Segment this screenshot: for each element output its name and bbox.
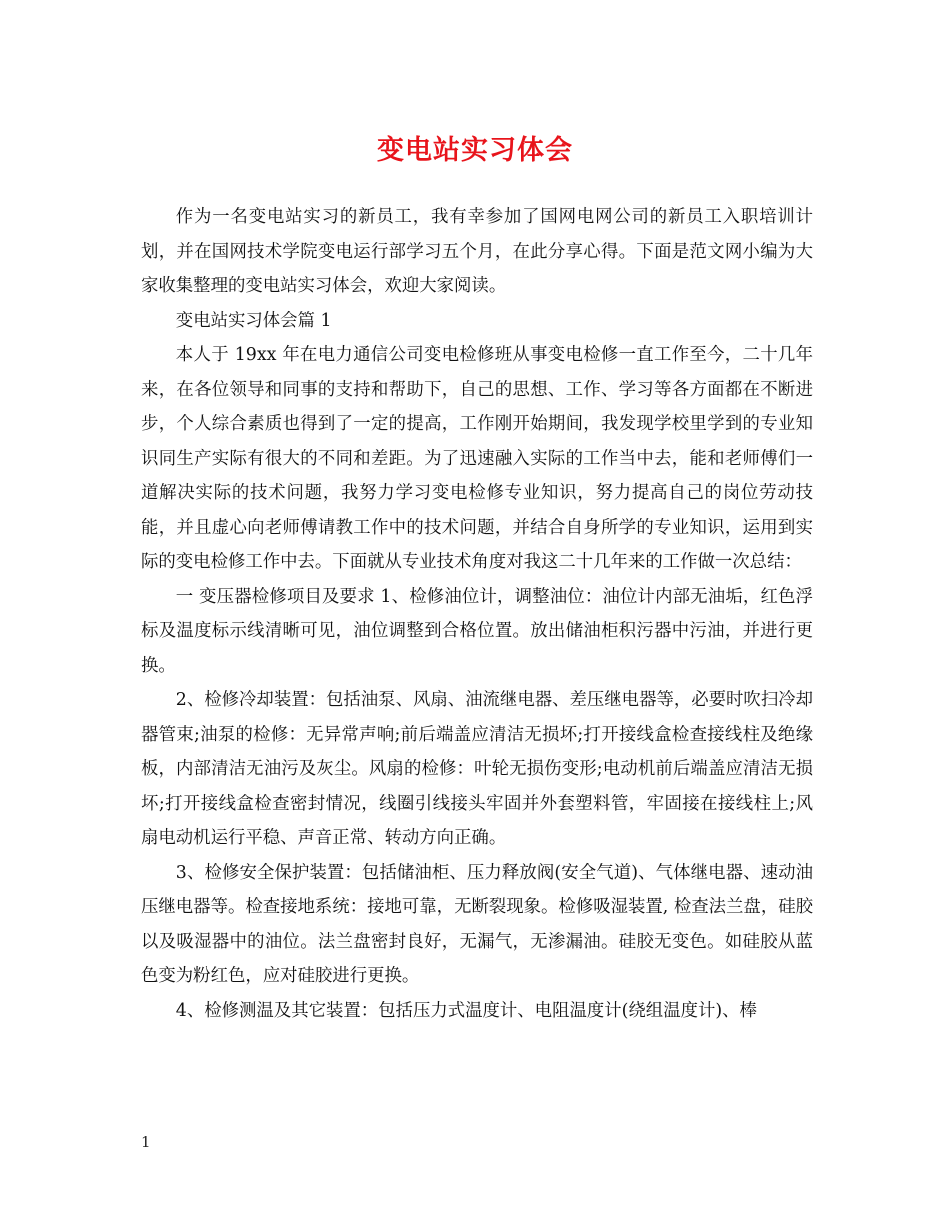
paragraph-item-4: 4、检修测温及其它装置：包括压力式温度计、电阻温度计(绕组温度计)、棒 bbox=[175, 1000, 757, 1021]
section-heading: 变电站实习体会篇 1 bbox=[175, 310, 332, 331]
document-title: 变电站实习体会 bbox=[377, 135, 573, 166]
paragraph-summary: 本人于 19xx 年在电力通信公司变电检修班从事变电检修一直工作至今，二十几年来，在各位领导和同事的支持和帮助下，自己的思想、工作、学习等各方面都在不断进步，个人综合素质也得到了一定的提高，工作刚开始期间，我发现学校里学到的专业知识同生产实际有很大的不同和差距。为了迅速融入实际的工作当中去，能和老师傅们一道解决实际的技术问题，我努力学习变电检修专业知识，努力提高自己的岗位劳动技能，并且虚心向老师傅请教工作中的技术问题，并结合自身所学的专业知识，运用到实际的变电检修工作中去。下面就从专业技术角度对我这二十几年来的工作做一次总结： bbox=[141, 345, 813, 572]
paragraph-item-3: 3、检修安全保护装置：包括储油柜、压力释放阀(安全气道)、气体继电器、速动油压继电器等。检查接地系统：接地可靠，无断裂现象。检修吸湿装置, 检查法兰盘，硅胶以及吸湿器中的油位。法兰盘密封良好，无漏气，无渗漏油。硅胶无变色。如硅胶从蓝色变为粉红色，应对硅胶进行更换。 bbox=[141, 862, 813, 986]
page-number: 1 bbox=[141, 1133, 151, 1151]
paragraph-item-1: 一 变压器检修项目及要求 1、检修油位计，调整油位：油位计内部无油垢，红色浮标及温度标示线清晰可见，油位调整到合格位置。放出储油柜积污器中污油，并进行更换。 bbox=[141, 586, 813, 676]
paragraph-intro: 作为一名变电站实习的新员工，我有幸参加了国网电网公司的新员工入职培训计划，并在国网技术学院变电运行部学习五个月，在此分享心得。下面是范文网小编为大家收集整理的变电站实习体会，欢迎大家阅读。 bbox=[141, 207, 813, 296]
paragraph-item-2: 2、检修冷却装置：包括油泵、风扇、油流继电器、差压继电器等，必要时吹扫冷却器管束;油泵的检修：无异常声响;前后端盖应清洁无损坏;打开接线盒检查接线柱及绝缘板，内部清洁无油污及灰尘。风扇的检修：叶轮无损伤变形;电动机前后端盖应清洁无损坏;打开接线盒检查密封情况，线圈引线接头牢固并外套塑料管，牢固接在接线柱上;风扇电动机运行平稳、声音正常、转动方向正确。 bbox=[141, 690, 813, 848]
document-body bbox=[141, 200, 813, 1028]
